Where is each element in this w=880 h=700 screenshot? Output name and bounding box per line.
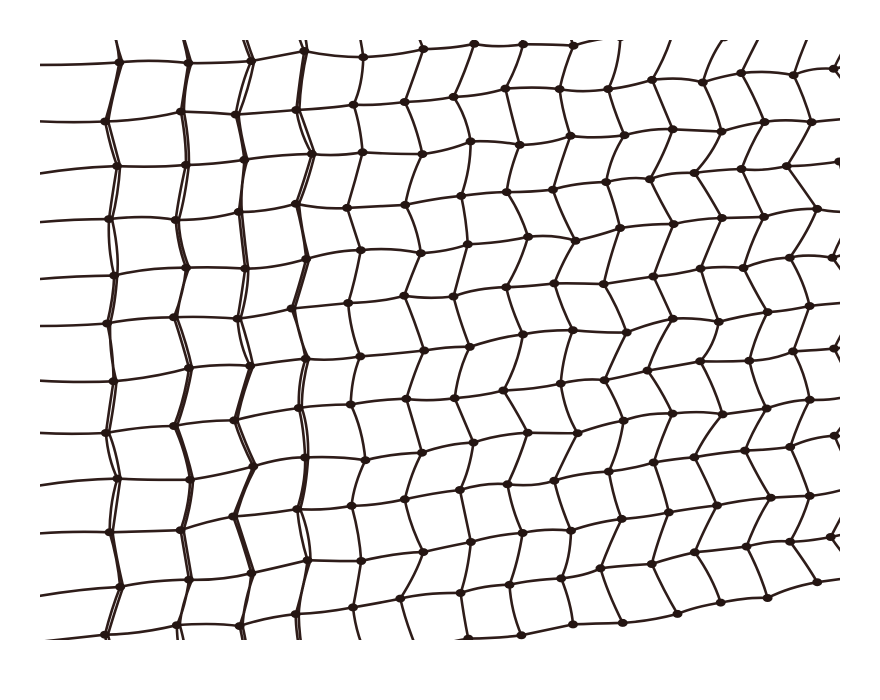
net-knot xyxy=(785,538,795,546)
net-strand-horizontal xyxy=(523,44,573,45)
net-knot xyxy=(763,308,773,316)
net-knot xyxy=(647,76,657,84)
net-knot xyxy=(739,264,749,272)
net-knot xyxy=(109,272,119,280)
net-knot xyxy=(573,429,583,437)
net-knot xyxy=(356,557,366,565)
net-knot xyxy=(805,396,815,404)
net-strand-horizontal xyxy=(573,623,623,625)
net-knot xyxy=(395,595,405,603)
net-knot xyxy=(184,364,194,372)
net-knot xyxy=(291,610,301,618)
net-knot xyxy=(399,292,409,300)
net-knot xyxy=(556,380,566,388)
net-knot xyxy=(601,178,611,186)
net-knot xyxy=(759,213,769,221)
net-knot xyxy=(240,265,250,273)
net-knot xyxy=(516,631,526,639)
net-knot xyxy=(248,462,258,470)
net-knot xyxy=(291,106,301,114)
net-knot xyxy=(104,215,114,223)
net-knot xyxy=(234,208,244,216)
net-knot xyxy=(176,108,186,116)
net-knot xyxy=(807,118,817,126)
net-knot xyxy=(303,556,313,564)
net-knot xyxy=(418,548,428,556)
net-knot xyxy=(176,526,186,534)
net-knot xyxy=(742,543,752,551)
net-knot xyxy=(231,111,241,119)
net-knot xyxy=(100,118,110,126)
net-knot xyxy=(292,505,302,513)
net-knot xyxy=(556,574,566,582)
fishing-net-photo xyxy=(40,40,840,640)
net-knot xyxy=(805,492,815,500)
net-knot xyxy=(294,404,304,412)
net-knot xyxy=(829,345,839,353)
net-knot xyxy=(239,156,249,164)
net-knot xyxy=(181,264,191,272)
net-knot xyxy=(549,477,559,485)
net-knot xyxy=(668,315,678,323)
net-knot xyxy=(112,475,122,483)
net-knot xyxy=(349,101,359,109)
net-knot xyxy=(762,405,772,413)
net-knot xyxy=(469,439,479,447)
net-knot xyxy=(647,560,657,568)
net-knot xyxy=(789,71,799,79)
net-knot xyxy=(668,125,678,133)
net-strand-horizontal xyxy=(722,217,764,218)
net-knot xyxy=(740,447,750,455)
net-knot xyxy=(465,343,475,351)
net-knot xyxy=(235,622,245,630)
net-knot xyxy=(360,456,370,464)
net-knot xyxy=(826,533,836,541)
net-knot xyxy=(649,459,659,467)
net-knot xyxy=(620,131,630,139)
net-knot xyxy=(245,362,255,370)
net-knot xyxy=(744,357,754,365)
net-knot xyxy=(503,480,513,488)
net-knot xyxy=(812,205,822,213)
net-knot xyxy=(342,204,352,212)
net-knot xyxy=(829,65,839,73)
net-knot xyxy=(569,42,579,50)
net-knot xyxy=(455,486,465,494)
net-knot xyxy=(717,214,727,222)
net-knot xyxy=(596,564,606,572)
net-knot xyxy=(417,449,427,457)
net-strand-horizontal xyxy=(186,267,245,268)
net-knot xyxy=(181,161,191,169)
net-knot xyxy=(498,387,508,395)
net-knot xyxy=(518,40,528,48)
net-knot xyxy=(115,583,125,591)
net-knot xyxy=(604,468,614,476)
net-knot xyxy=(523,429,533,437)
net-knot xyxy=(571,237,581,245)
net-knot xyxy=(566,132,576,140)
net-knot xyxy=(229,416,239,424)
net-knot xyxy=(169,313,179,321)
net-knot xyxy=(463,240,473,248)
net-strand-horizontal xyxy=(554,283,603,284)
net-knot xyxy=(760,118,770,126)
net-knot xyxy=(785,443,795,451)
net-knot xyxy=(109,377,119,385)
net-knot xyxy=(300,454,310,462)
net-knot xyxy=(645,175,655,183)
net-knot xyxy=(502,188,512,196)
net-knot xyxy=(712,502,722,510)
net-knot xyxy=(183,59,193,67)
net-knot xyxy=(500,85,510,93)
net-knot xyxy=(358,53,368,61)
net-knot xyxy=(401,395,411,403)
net-knot xyxy=(355,352,365,360)
net-knot xyxy=(291,200,301,208)
net-knot xyxy=(766,494,776,502)
net-strand-horizontal xyxy=(117,479,190,480)
net-knot xyxy=(450,394,460,402)
net-knot xyxy=(664,508,674,516)
net-knot xyxy=(812,578,822,586)
net-knot xyxy=(105,528,115,536)
net-knot xyxy=(400,98,410,106)
net-knot xyxy=(555,85,565,93)
net-knot xyxy=(469,40,479,48)
net-knot xyxy=(400,495,410,503)
net-knot xyxy=(501,283,511,291)
net-knot xyxy=(696,265,706,273)
net-knot xyxy=(566,527,576,535)
net-knot xyxy=(785,254,795,262)
net-knot xyxy=(102,320,112,328)
net-knot xyxy=(568,620,578,628)
net-knot xyxy=(505,581,515,589)
net-knot xyxy=(549,279,559,287)
net-mesh xyxy=(40,40,840,640)
net-knot xyxy=(419,347,429,355)
net-knot xyxy=(690,169,700,177)
net-knot xyxy=(648,273,658,281)
net-knot xyxy=(600,376,610,384)
net-knot xyxy=(449,93,459,101)
net-knot xyxy=(599,280,609,288)
net-knot xyxy=(763,594,773,602)
net-knot xyxy=(246,57,256,65)
net-knot xyxy=(714,318,724,326)
net-knot xyxy=(643,367,653,375)
net-knot xyxy=(698,79,708,87)
net-knot xyxy=(690,548,700,556)
net-knot xyxy=(348,603,358,611)
net-knot xyxy=(717,128,727,136)
net-knot xyxy=(456,589,466,597)
net-knot xyxy=(347,502,357,510)
net-knot xyxy=(287,305,297,313)
net-knot xyxy=(568,326,578,334)
net-knot xyxy=(356,246,366,254)
net-knot xyxy=(301,255,311,263)
net-knot xyxy=(673,610,683,618)
net-knot xyxy=(417,150,427,158)
net-knot xyxy=(518,529,528,537)
net-knot xyxy=(358,148,368,156)
net-knot xyxy=(466,538,476,546)
net-knot xyxy=(185,476,195,484)
net-knot xyxy=(805,302,815,310)
net-knot xyxy=(169,422,179,430)
net-knot xyxy=(301,355,311,363)
net-knot xyxy=(449,293,459,301)
net-knot xyxy=(346,401,356,409)
net-strand-horizontal xyxy=(528,433,578,434)
net-knot xyxy=(299,47,309,55)
net-knot xyxy=(622,329,632,337)
net-strand-horizontal xyxy=(308,560,362,561)
net-knot xyxy=(171,216,181,224)
net-strand-horizontal xyxy=(701,267,744,269)
net-knot xyxy=(343,299,353,307)
net-knot xyxy=(515,141,525,149)
net-knot xyxy=(668,410,678,418)
net-knot xyxy=(736,69,746,77)
net-knot xyxy=(233,315,243,323)
net-knot xyxy=(518,330,528,338)
net-knot xyxy=(619,417,629,425)
net-knot xyxy=(100,631,110,639)
net-knot xyxy=(716,599,726,607)
net-knot xyxy=(827,254,837,262)
net-knot xyxy=(418,45,428,53)
net-knot xyxy=(617,515,627,523)
net-knot xyxy=(114,58,124,66)
net-knot xyxy=(669,220,679,228)
net-knot xyxy=(416,249,426,257)
net-knot xyxy=(615,224,625,232)
net-knot xyxy=(307,150,317,158)
net-knot xyxy=(695,357,705,365)
net-knot xyxy=(689,453,699,461)
net-knot xyxy=(830,432,840,440)
net-knot xyxy=(246,569,256,577)
net-knot xyxy=(523,233,533,241)
net-knot xyxy=(548,186,558,194)
net-knot xyxy=(172,621,182,629)
net-knot xyxy=(400,201,410,209)
net-strand-horizontal xyxy=(700,361,749,362)
net-knot xyxy=(737,165,747,173)
net-knot xyxy=(718,410,728,418)
net-knot xyxy=(456,192,466,200)
net-knot xyxy=(112,162,122,170)
net-knot xyxy=(788,347,798,355)
net-knot xyxy=(618,619,628,627)
net-knot xyxy=(782,162,792,170)
net-knot xyxy=(228,513,238,521)
net-knot xyxy=(603,85,613,93)
net-knot xyxy=(466,137,476,145)
net-knot xyxy=(184,576,194,584)
net-knot xyxy=(101,429,111,437)
